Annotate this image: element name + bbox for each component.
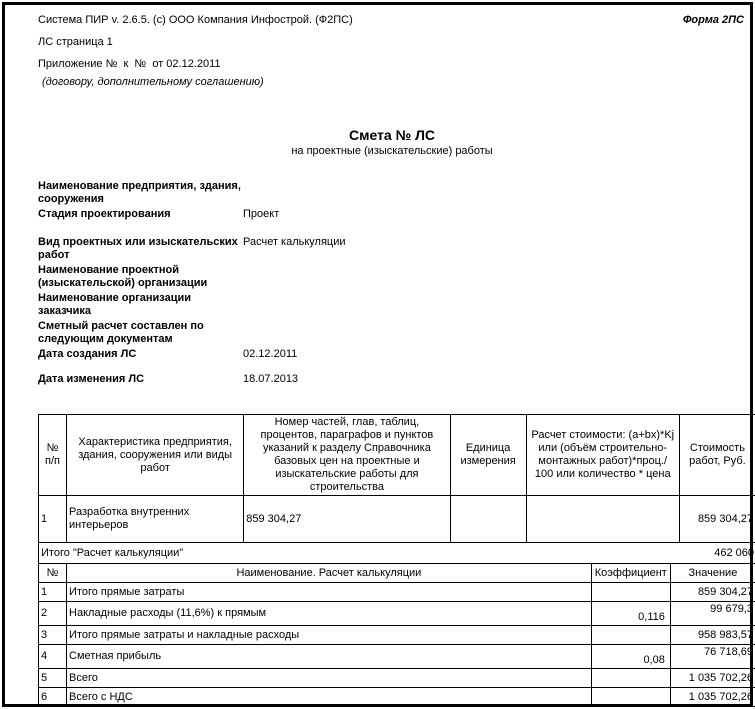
cell-name: Всего с НДС xyxy=(67,688,592,707)
table-row xyxy=(39,496,755,543)
column-header-calculation: Расчет стоимости: (a+bx)*Kj или (объём строительно-монтажных работ)*проц./ 100 или количество * цена xyxy=(526,415,679,496)
column-header-num: № xyxy=(39,564,67,583)
cell-value: 99 679,3 xyxy=(670,602,755,626)
cell-reference: 859 304,27 xyxy=(244,496,450,543)
field-enterprise-name xyxy=(38,180,746,206)
cell-name: Итого прямые затраты xyxy=(67,583,592,602)
field-label: Наименование проектной (изыскательской) организации xyxy=(38,264,208,289)
total-value: 462 060 xyxy=(714,546,754,559)
cell-coefficient xyxy=(591,626,670,645)
form-code-label: Форма 2ПС xyxy=(682,14,744,26)
field-creation-date xyxy=(38,348,746,361)
cell-cost: 859 304,27 xyxy=(679,496,755,543)
cell-row-number: 3 xyxy=(39,626,67,645)
table-row xyxy=(39,626,755,645)
field-value xyxy=(243,264,746,290)
field-value xyxy=(243,320,746,346)
cell-value: 958 983,57 xyxy=(670,626,755,645)
cell-value: 859 304,27 xyxy=(670,583,755,602)
field-design-organization xyxy=(38,264,746,290)
cell-coefficient xyxy=(591,583,670,602)
cell-row-number: 6 xyxy=(39,688,67,707)
form-fields xyxy=(38,180,746,386)
cell-value: 1 035 702,26 xyxy=(670,669,755,688)
field-value: 02.12.2011 xyxy=(243,348,298,360)
calculation-table xyxy=(38,563,755,707)
estimate-table xyxy=(38,414,755,564)
field-value xyxy=(243,292,746,318)
cell-name: Сметная прибыль xyxy=(67,645,592,669)
cell-row-number: 4 xyxy=(39,645,67,669)
column-header-value: Значение xyxy=(670,564,755,583)
table-row xyxy=(39,602,755,626)
calculation-table-header-row xyxy=(39,564,755,583)
field-label: Наименование предприятия, здания, сооружения xyxy=(38,180,241,205)
cell-calculation xyxy=(526,496,679,543)
field-value xyxy=(243,180,746,206)
document-header-row xyxy=(38,14,746,27)
field-value: Проект xyxy=(243,208,280,220)
document-title: Смета № ЛС xyxy=(348,127,436,143)
cell-value: 76 718,69 xyxy=(670,645,755,669)
cell-unit xyxy=(450,496,526,543)
cell-row-number: 1 xyxy=(39,583,67,602)
field-label: Наименование организации заказчика xyxy=(38,292,192,317)
table-row xyxy=(39,688,755,707)
cell-coefficient xyxy=(591,669,670,688)
total-label: Итого "Расчет калькуляции" xyxy=(41,546,184,559)
cell-coefficient xyxy=(591,688,670,707)
table-row xyxy=(39,669,755,688)
appendix-note: (договору, дополнительному соглашению) xyxy=(42,76,264,88)
field-modification-date xyxy=(38,373,746,386)
column-header-characteristic: Характеристика предприятия, здания, сооружения или виды работ xyxy=(67,415,244,496)
column-header-name: Наименование. Расчет калькуляции xyxy=(67,564,592,583)
appendix-line: Приложение № к № от 02.12.2011 xyxy=(38,58,221,70)
column-header-reference: Номер частей, глав, таблиц, процентов, параграфов и пунктов указаний к разделу Справочника базовых цен на проектные и изыскательские работы для строительства xyxy=(244,415,450,496)
cell-row-number: 5 xyxy=(39,669,67,688)
cell-value: 1 035 702,26 xyxy=(670,688,755,707)
field-value: 18.07.2013 xyxy=(243,373,299,385)
field-label: Дата изменения ЛС xyxy=(38,373,145,385)
estimate-table-header-row xyxy=(39,415,755,496)
estimate-total-row xyxy=(39,543,755,564)
table-row xyxy=(39,583,755,602)
column-header-coefficient: Коэффициент xyxy=(591,564,670,583)
page-frame xyxy=(2,2,753,707)
field-value: Расчет калькуляции xyxy=(243,236,346,248)
document-content xyxy=(38,14,754,707)
document-subtitle: на проектные (изыскательские) работы xyxy=(291,145,493,157)
field-label: Сметный расчет составлен по следующим документам xyxy=(38,320,204,345)
cell-work-name: Разработка внутренних интерьеров xyxy=(67,496,244,543)
cell-name: Всего xyxy=(67,669,592,688)
column-header-unit: Единица измерения xyxy=(450,415,526,496)
cell-row-number: 1 xyxy=(39,496,67,543)
table-row xyxy=(39,645,755,669)
page-number-line: ЛС страница 1 xyxy=(38,36,113,48)
cell-name: Итого прямые затраты и накладные расходы xyxy=(67,626,592,645)
column-header-cost: Стоимость работ, Руб. xyxy=(679,415,755,496)
cell-row-number: 2 xyxy=(39,602,67,626)
field-documents-basis xyxy=(38,320,746,346)
field-label: Дата создания ЛС xyxy=(38,348,137,360)
cell-coefficient: 0,116 xyxy=(591,602,670,626)
cell-name: Накладные расходы (11,6%) к прямым xyxy=(67,602,592,626)
field-work-type xyxy=(38,236,746,262)
field-label: Вид проектных или изыскательских работ xyxy=(38,236,238,261)
field-design-stage xyxy=(38,208,746,234)
field-label: Стадия проектирования xyxy=(38,208,171,220)
field-customer-organization xyxy=(38,292,746,318)
system-version-line: Система ПИР v. 2.6.5. (с) ООО Компания Инфострой. (Ф2ПС) xyxy=(38,14,353,26)
column-header-num: № п/п xyxy=(39,415,67,496)
cell-coefficient: 0,08 xyxy=(591,645,670,669)
